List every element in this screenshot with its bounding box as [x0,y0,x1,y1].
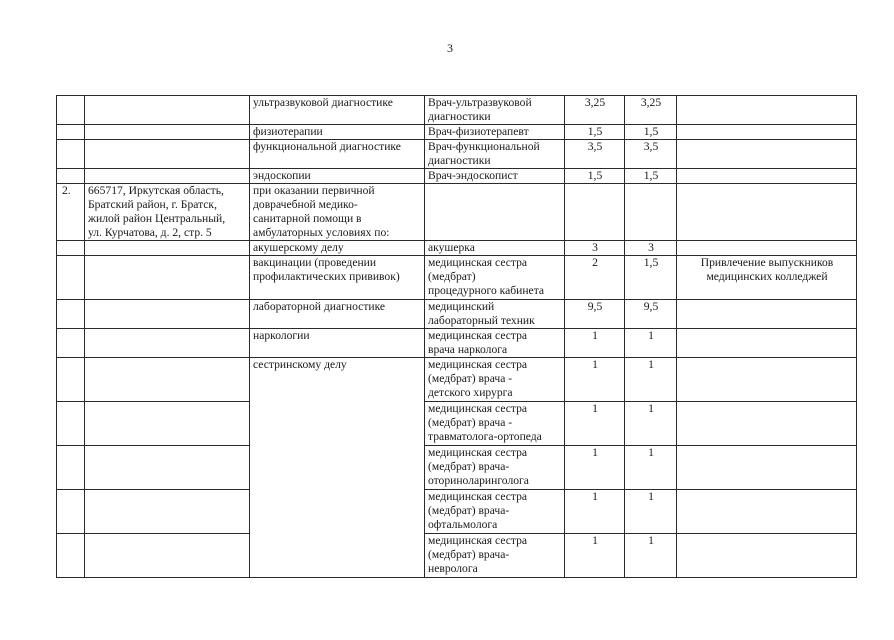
position-cell: медицинская сестра (медбрат) врача- офтальмолога [425,490,565,534]
table-row [57,241,857,256]
value-1-cell: 1 [565,446,625,490]
table-row [57,329,857,358]
address-cell [85,96,250,125]
table-row [57,446,857,490]
note-cell [677,402,857,446]
value-2-cell: 1,5 [625,125,677,140]
note-cell [677,96,857,125]
activity-cell: эндоскопии [250,169,425,184]
note-cell [677,140,857,169]
page-number: 3 [447,41,453,55]
row-index [57,256,85,300]
position-cell: акушерка [425,241,565,256]
value-1-cell: 1,5 [565,125,625,140]
value-1-cell: 1 [565,329,625,358]
address-cell [85,446,250,490]
table-row [57,184,857,241]
value-1-cell: 2 [565,256,625,300]
row-index [57,169,85,184]
table-row [57,140,857,169]
position-cell: медицинская сестра (медбрат) врача - детского хирурга [425,358,565,402]
note-cell [677,169,857,184]
position-cell: Врач-физиотерапевт [425,125,565,140]
address-cell [85,169,250,184]
activity-cell: функциональной диагностике [250,140,425,169]
address-cell [85,358,250,402]
activity-cell: вакцинации (проведении профилактических прививок) [250,256,425,300]
activity-cell: лабораторной диагностике [250,300,425,329]
table-row [57,300,857,329]
table-row [57,256,857,300]
row-index [57,402,85,446]
row-index [57,446,85,490]
note-cell [677,241,857,256]
row-index [57,490,85,534]
position-cell: медицинская сестра (медбрат) врача- оториноларинголога [425,446,565,490]
table-row [57,490,857,534]
value-2-cell: 3,5 [625,140,677,169]
row-index [57,96,85,125]
value-2-cell: 1,5 [625,169,677,184]
note-cell [677,446,857,490]
address-cell [85,300,250,329]
table-row [57,125,857,140]
address-cell [85,329,250,358]
note-cell: Привлечение выпускников медицинских колледжей [677,256,857,300]
staffing-table [56,95,857,578]
position-cell: Врач-эндоскопист [425,169,565,184]
value-1-cell: 1 [565,358,625,402]
address-cell [85,241,250,256]
address-cell [85,534,250,578]
value-2-cell: 1,5 [625,256,677,300]
value-1-cell: 3,25 [565,96,625,125]
value-2-cell: 1 [625,358,677,402]
address-cell [85,490,250,534]
value-2-cell [625,184,677,241]
activity-cell: наркологии [250,329,425,358]
value-2-cell: 1 [625,490,677,534]
table-row [57,534,857,578]
position-cell: медицинская сестра (медбрат) врача- невролога [425,534,565,578]
value-2-cell: 3 [625,241,677,256]
table-row [57,402,857,446]
value-2-cell: 1 [625,402,677,446]
position-cell: медицинская сестра (медбрат) процедурного кабинета [425,256,565,300]
activity-cell: физиотерапии [250,125,425,140]
address-cell: 665717, Иркутская область, Братский район, г. Братск, жилой район Центральный, ул. Курчатова, д. 2, стр. 5 [85,184,250,241]
activity-cell: сестринскому делу [250,358,425,578]
value-1-cell: 1 [565,402,625,446]
row-index [57,534,85,578]
position-cell: медицинская сестра (медбрат) врача - травматолога-ортопеда [425,402,565,446]
activity-cell: ультразвуковой диагностике [250,96,425,125]
note-cell [677,358,857,402]
row-index [57,140,85,169]
value-2-cell: 3,25 [625,96,677,125]
value-2-cell: 1 [625,534,677,578]
address-cell [85,256,250,300]
value-2-cell: 1 [625,329,677,358]
value-1-cell: 1,5 [565,169,625,184]
value-2-cell: 1 [625,446,677,490]
note-cell [677,300,857,329]
note-cell [677,125,857,140]
position-cell: Врач-ультразвуковой диагностики [425,96,565,125]
position-cell: Врач-функциональной диагностики [425,140,565,169]
table-row [57,96,857,125]
note-cell [677,534,857,578]
row-index [57,358,85,402]
value-2-cell: 9,5 [625,300,677,329]
value-1-cell: 9,5 [565,300,625,329]
position-cell [425,184,565,241]
address-cell [85,125,250,140]
position-cell: медицинский лабораторный техник [425,300,565,329]
note-cell [677,490,857,534]
value-1-cell: 3,5 [565,140,625,169]
activity-cell: при оказании первичной доврачебной медико- санитарной помощи в амбулаторных условиях по: [250,184,425,241]
value-1-cell [565,184,625,241]
note-cell [677,184,857,241]
note-cell [677,329,857,358]
value-1-cell: 1 [565,490,625,534]
table-row [57,169,857,184]
activity-cell: акушерскому делу [250,241,425,256]
address-cell [85,140,250,169]
row-index [57,241,85,256]
value-1-cell: 3 [565,241,625,256]
row-index [57,125,85,140]
position-cell: медицинская сестра врача нарколога [425,329,565,358]
value-1-cell: 1 [565,534,625,578]
row-index [57,329,85,358]
address-cell [85,402,250,446]
row-index: 2. [57,184,85,241]
row-index [57,300,85,329]
table-row [57,358,857,402]
